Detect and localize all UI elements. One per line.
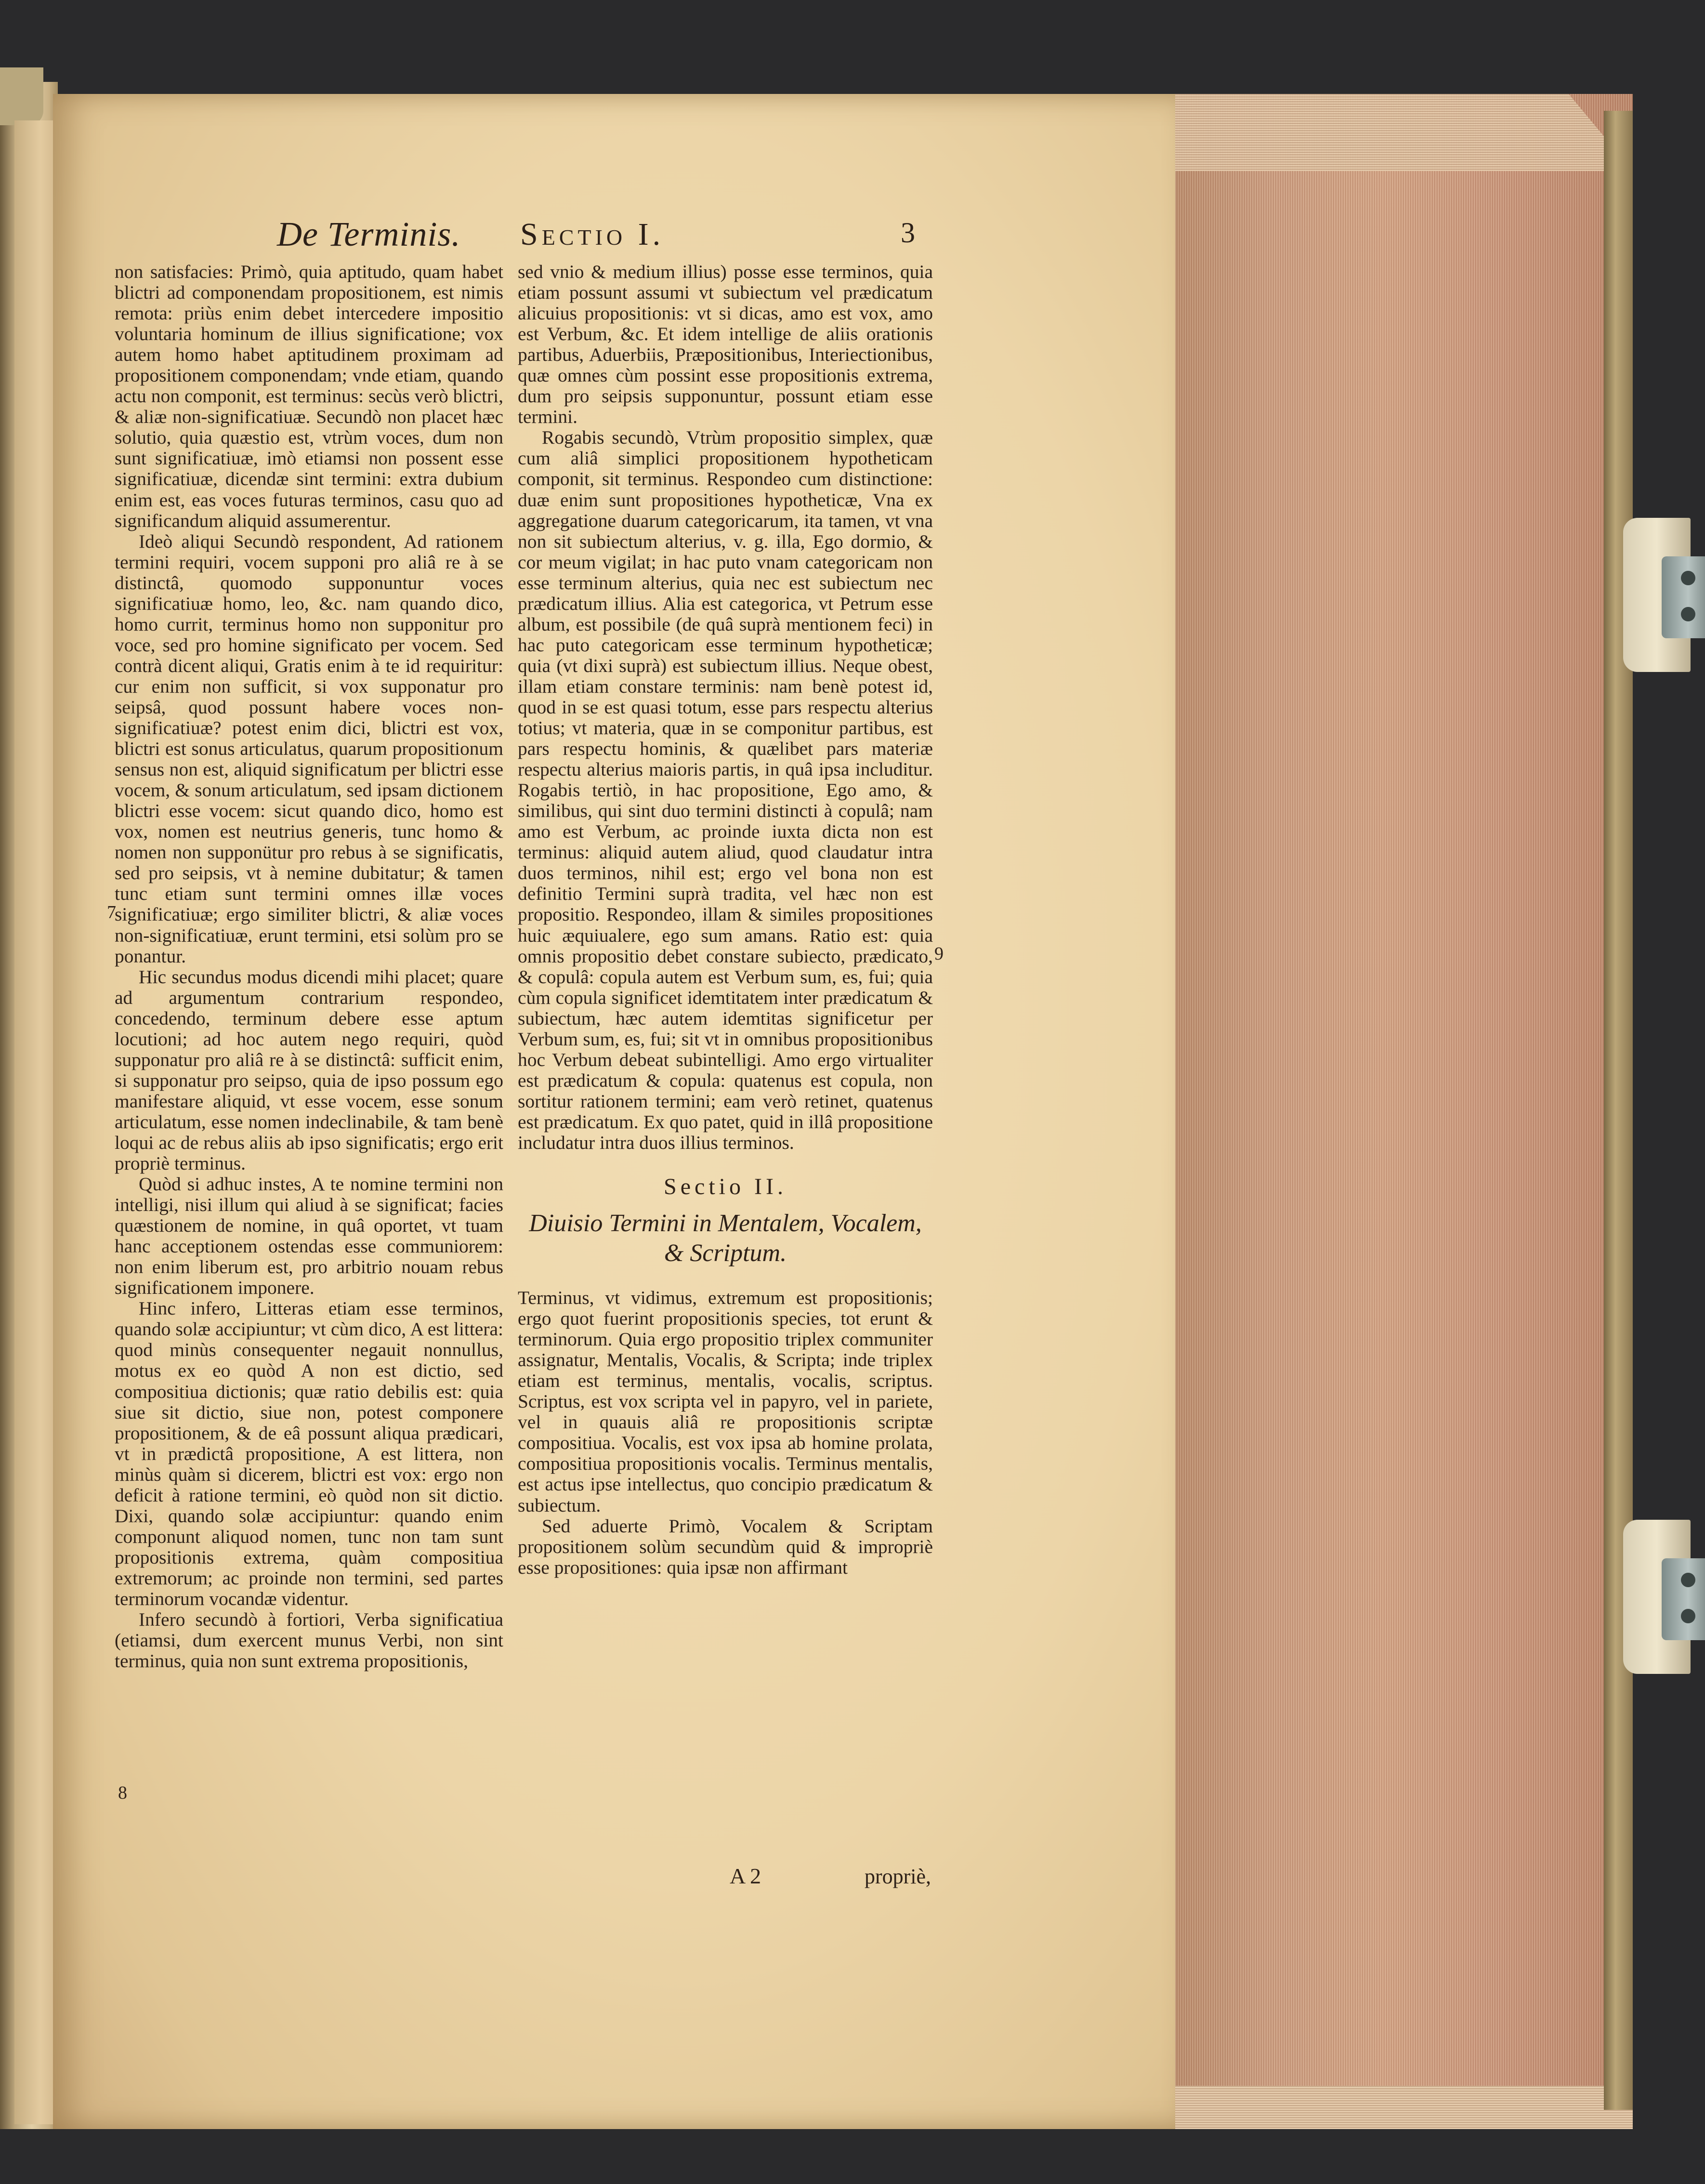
paragraph: non satisfacies: Primò, quia aptitudo, quam habet blictri ad componendam propositionem, est nimis remota: priùs enim debet intercedere impositio voluntaria hominum de illius significatione; vox autem homo habet aptitudinem proximam ad propositionem componendam; vnde etiam, quando actu non componit, est terminus: secùs verò blictri, & aliæ non-significatiuæ. Secundò non placet hæc solutio, quia quæstio est, vtrùm voces, dum non sunt significatiuæ, imò etiamsi non possent esse significatiuæ, dicendæ sint termini: extra dubium enim est, eas voces futuras terminos, casu quo ad significandum aliquid assumerentur. <box>115 261 503 531</box>
back-cover-edge <box>1604 111 1633 2110</box>
lower-clasp <box>1623 1520 1691 1674</box>
page-block-fore-edge <box>1175 94 1633 2129</box>
page-block-top <box>1175 94 1633 171</box>
page-header <box>277 214 951 258</box>
margin-number: 7 <box>107 902 116 922</box>
catchword: propriè, <box>865 1865 931 1888</box>
page-number: 3 <box>901 217 915 249</box>
section-subtitle: Diuisio Termini in Mentalem, Vocalem, & Scriptum. <box>529 1210 922 1267</box>
running-title: De Terminis. <box>277 215 461 253</box>
upper-clasp <box>1623 518 1691 672</box>
paragraph: Infero secundò à fortiori, Verba significatiua (etiamsi, dum exercent munus Verbi, non sint terminus, quia non sunt extrema propositionis, <box>115 1609 503 1672</box>
paragraph: Quòd si adhuc instes, A te nomine termini non intelligi, nisi illum qui aliud à se significat; facies quæstionem de nomine, in quâ oportet, vt tuam hanc acceptionem ostendas esse communiorem: non enim liberum est, pro arbitrio nouam rebus significationem imponere. <box>115 1173 503 1299</box>
clasp-metal-icon <box>1662 1558 1705 1640</box>
signature-mark: A 2 <box>730 1864 761 1888</box>
paragraph: Ideò aliqui Secundò respondent, Ad rationem termini requiri, vocem supponi pro aliâ re à se distinctâ, quomodo supponuntur voces significatiuæ homo, leo, &c. nam quando dico, homo currit, terminus homo non supponitur pro voce, sed pro homine significato per vocem. Sed contrà dicent aliqui, Gratis enim à te id requiritur: cur enim non sufficit, si vox supponatur pro seipsâ, quod possunt habere voces non-significatiuæ? potest enim dici, blictri est vox, blictri est sonus articulatus, quarum propositionum sensus non est, aliquid significatum per blictri esse vocem, & sonum articulatum, sed ipsam dictionem blictri esse vocem: sicut quando dico, homo est vox, nomen est neutrius generis, tunc homo & nomen non supponütur pro rebus à se significatis, sed pro seipsis, vt à nemine dubitatur; & tamen tunc etiam sunt termini omnes illæ voces significatiuæ; ergo similiter blictri, & aliæ voces non-significatiuæ, erunt termini, etsi solùm pro se ponantur. <box>115 530 503 967</box>
right-column <box>518 262 933 1578</box>
margin-number: 8 <box>118 1783 127 1803</box>
left-column <box>115 262 503 1671</box>
paragraph: Hic secundus modus dicendi mihi placet; quare ad argumentum contrarium respondeo, concedendo, terminum debere esse aptum locutioni; ad hoc autem nego requiri, quòd supponatur pro aliâ re à se distinctâ: sufficit enim, si supponatur pro seipso, quia de ipso possum ego manifestare aliquid, vt esse vocem, esse sonum articulatum, esse nomen indeclinabile, & tam benè loqui ac de rebus aliis ab ipso significatis; ergo erit propriè terminus. <box>115 966 503 1174</box>
paragraph: Terminus, vt vidimus, extremum est propositionis; ergo quot fuerint propositionis species, tot erunt & terminorum. Quia ergo propositio triplex communiter assignatur, Mentalis, Vocalis, & Scripta; inde triplex etiam est terminus, mentalis, vocalis, scriptus. Scriptus, est vox scripta vel in papyro, vel in pariete, vel in quauis aliâ re propositionis scriptæ compositiua. Vocalis, est vox ipsa ab homine prolata, compositiua propositionis vocalis. Terminus mentalis, est actus ipse intellectus, quo concipio prædicatum & subiectum. <box>518 1287 933 1516</box>
clasp-metal-icon <box>1662 556 1705 638</box>
previous-page-edge <box>14 120 58 2124</box>
paragraph: Rogabis secundò, Vtrùm propositio simplex, quæ cum aliâ simplici propositionem hypotheticam componit, sit terminus. Respondeo cum distinctione: duæ enim sunt propositiones hypotheticæ, Vna ex aggregatione duarum categoricarum, ita tamen, vt vna non sit subiectum alterius, v. g. illa, Ego dormio, & cor meum vigilat; in hac puto vnam categoricam non esse terminum alterius, quia nec est subiectum nec prædicatum illius. Alia est categorica, vt Petrum esse album, est possibile (de quâ suprà mentionem feci) in hac puto categoricam esse terminum hypotheticæ; quia (vt dixi suprà) est subiectum illius. Neque obest, illam etiam constare terminis: nam benè potest id, quod in se est quasi totum, esse pars respectu alterius totius; vt materia, quæ in se componitur partibus, est pars respectu hominis, & quælibet pars materiæ respectu alterius maioris partis, in quâ ipsa includitur. Rogabis tertiò, in hac propositione, Ego amo, & similibus, qui sint duo termini distincti à copulâ; nam amo est Verbum, ac proinde iuxta dicta non est terminus: aliquid autem aliud, quod claudatur intra duos terminos, nihil est; ergo vel bona non est definitio Termini suprà tradita, vel hæc non est propositio. Respondeo, illam & similes propositiones huic æquiualere, ego sum amans. Ratio est: quia omnis propositio debet constare subiecto, prædicato, & copulâ: copula autem est Verbum sum, es, fui; quia cùm copula significet idemtitatem inter prædicatum & subiectum, hæc autem idemtitas significetur per Verbum sum, es, fui; sit vt in omnibus propositionibus hoc Verbum debeat subintelligi. Amo ergo virtualiter est prædicatum & copula: quatenus est copula, non sortitur rationem termini; eam verò retinet, quatenus est prædicatum. Ex quo patet, quid in illâ propositione includatur intra duos illius terminos. <box>518 427 933 1153</box>
section-label: Sectio I. <box>520 217 665 252</box>
paragraph: sed vnio & medium illius) posse esse terminos, quia etiam possunt assumi vt subiectum vel prædicatum alicuius propositionis: vt si dicas, amo est vox, amo est Verbum, &c. Et idem intellige de aliis orationis partibus, Aduerbiis, Præpositionibus, Interiectionibus, quæ omnes cùm possint esse propositionis extrema, dum pro seipsis supponuntur, possunt etiam esse termini. <box>518 261 933 428</box>
margin-number: 9 <box>934 944 944 964</box>
page-block-bottom <box>1175 2086 1633 2129</box>
paragraph: Hinc infero, Litteras etiam esse terminos, quando solæ accipiuntur; vt cùm dico, A est littera: quod minùs consequenter negauit nonnullus, motus ex eo quòd A non est dictio, sed compositiua dictionis; quæ ratio debilis est: quia siue sit dictio, siue non, potest componere propositionem, & de eâ possunt aliqua prædicari, vt in prædictâ propositione, A est littera, non minùs quàm si dicerem, blictri est vox: ergo non deficit à ratione termini, eò quòd non sit dictio. Dixi, quando solæ accipiuntur: quando enim componunt aliquod nomen, tunc non tam sunt propositionis extrema, quàm compositiua extremorum; ac proinde non termini, sed partes terminorum vocandæ videntur. <box>115 1298 503 1609</box>
paragraph: Sed aduerte Primò, Vocalem & Scriptam propositionem solùm secundùm quid & impropriè esse propositiones: quia ipsæ non affirmant <box>518 1515 933 1578</box>
section-heading: Sectio II. <box>664 1174 787 1200</box>
